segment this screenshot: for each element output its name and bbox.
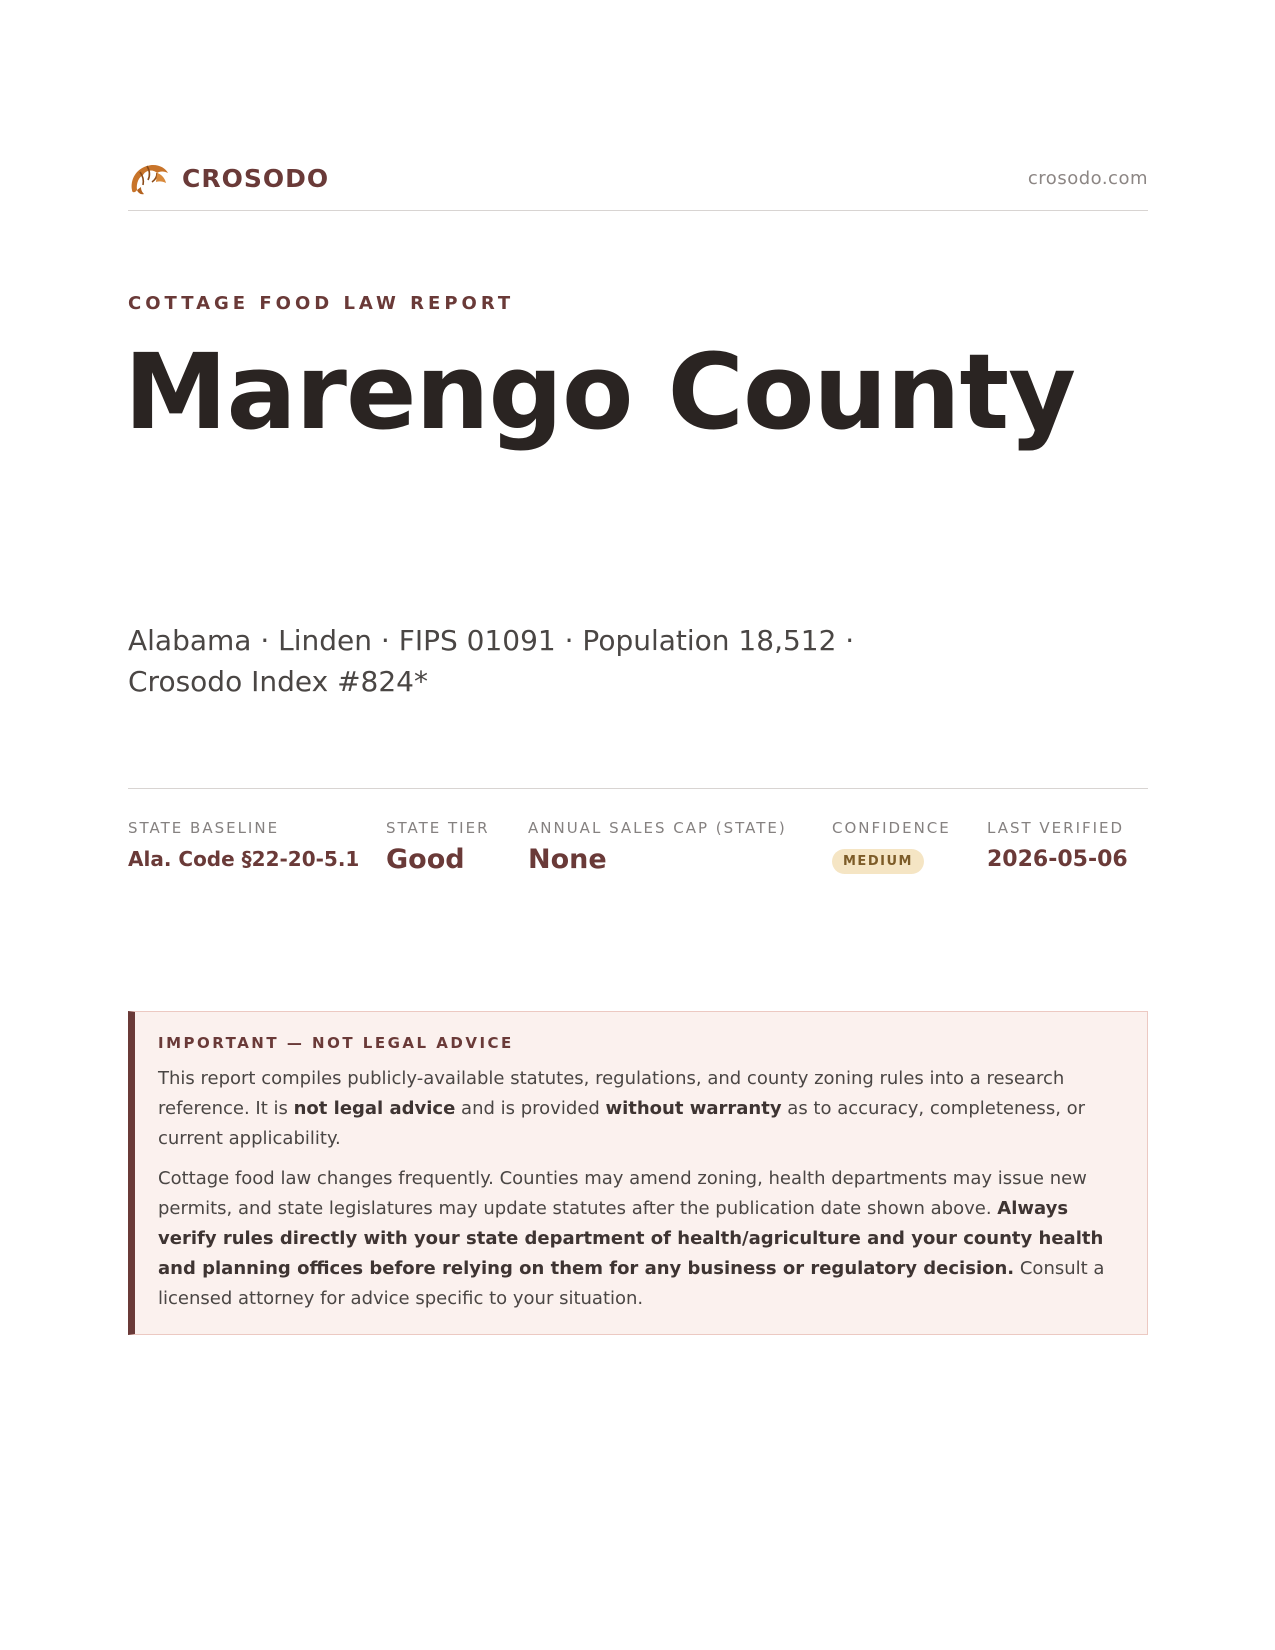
stat-sales-cap bbox=[528, 819, 787, 875]
brand-name: CROSODO bbox=[182, 164, 330, 193]
disclaimer-paragraph bbox=[158, 1164, 1125, 1314]
stats-strip bbox=[128, 788, 1148, 899]
disclaimer-box bbox=[128, 1011, 1148, 1335]
stat-label: STATE TIER bbox=[386, 819, 490, 837]
stat-last-verified bbox=[987, 819, 1128, 872]
disclaimer-text: Consult a licensed attorney for advice specific to your situation. bbox=[158, 1258, 1105, 1309]
disclaimer-emphasis: without warranty bbox=[605, 1098, 782, 1119]
report-page bbox=[124, 0, 1148, 1650]
stat-value: 2026-05-06 bbox=[987, 847, 1128, 872]
stat-value: None bbox=[528, 844, 607, 875]
stat-label: LAST VERIFIED bbox=[987, 819, 1125, 837]
disclaimer-text: and is provided bbox=[455, 1098, 606, 1119]
disclaimer-emphasis: not legal advice bbox=[293, 1098, 456, 1119]
disclaimer-text: Cottage food law changes frequently. Counties may amend zoning, health departments may issue new permits, and state legislatures may update statutes after the publication date shown above. bbox=[158, 1168, 1087, 1219]
stat-state-baseline bbox=[128, 819, 359, 871]
page-header bbox=[128, 160, 1148, 211]
croissant-icon bbox=[128, 160, 170, 198]
disclaimer-emphasis: Always verify rules directly with your state department of health/agriculture and your county health and planning offices before relying on them for any business or regulatory decision. bbox=[158, 1198, 1104, 1279]
status-badge: MEDIUM bbox=[832, 849, 924, 874]
stat-value: Good bbox=[386, 844, 465, 875]
report-eyebrow: COTTAGE FOOD LAW REPORT bbox=[128, 293, 515, 314]
stat-state-tier bbox=[386, 819, 490, 875]
disclaimer-text: This report compiles publicly-available statutes, regulations, and county zoning rules into a research reference. It is bbox=[158, 1068, 1065, 1119]
page-title: Marengo County bbox=[124, 331, 1075, 453]
stat-value: Ala. Code §22-20-5.1 bbox=[128, 847, 360, 871]
stat-label: CONFIDENCE bbox=[832, 819, 951, 837]
disclaimer-heading: IMPORTANT — NOT LEGAL ADVICE bbox=[158, 1034, 514, 1052]
stat-confidence bbox=[832, 819, 951, 874]
report-subtitle: Alabama · Linden · FIPS 01091 · Population 18,512 · Crosodo Index #824* bbox=[128, 624, 855, 698]
stat-label: ANNUAL SALES CAP (STATE) bbox=[528, 819, 787, 837]
disclaimer-text: as to accuracy, completeness, or current applicability. bbox=[158, 1098, 1086, 1149]
disclaimer-paragraph bbox=[158, 1064, 1125, 1154]
site-url[interactable]: crosodo.com bbox=[1027, 168, 1148, 189]
stat-label: STATE BASELINE bbox=[128, 819, 280, 837]
